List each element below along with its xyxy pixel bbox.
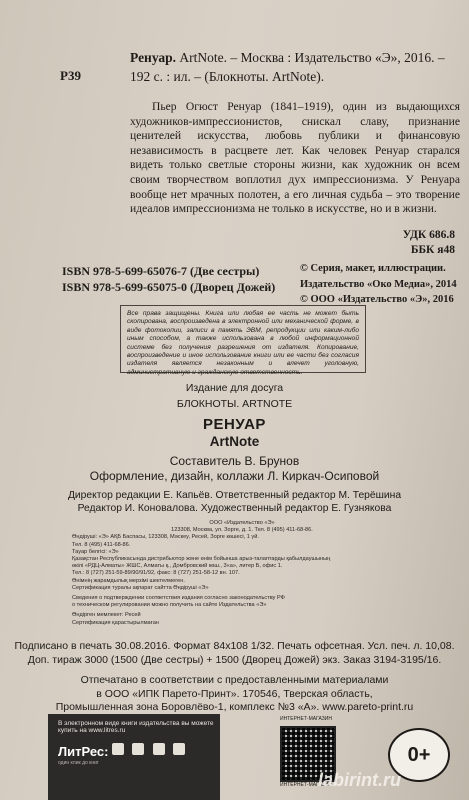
bibliographic-record [130,48,460,86]
compiler-credit: Составитель В. Брунов [169,454,300,468]
printer-info [0,674,469,715]
isbn-line: ISBN 978-5-699-65075-0 (Дворец Дожей) [62,280,276,294]
staff-line: Директор редакции Е. Капьёв. Ответственный редактор М. Терёшина [67,490,402,501]
bib-rest: ArtNote. – Москва : Издательство «Э», 2016. – 192 с. : ил. – (Блокноты. ArtNote). [130,50,445,84]
isbn-line: ISBN 978-5-699-65076-7 (Две сестры) [62,264,260,278]
legal-line: Өнімнің жарамдылық мерзімі шектелмеген. [72,577,185,584]
staff-line: Редактор И. Коновалова. Художественный редактор Е. Гузнякова [77,503,392,514]
age-rating-badge: 0+ [388,728,450,782]
copyright-block [300,261,468,308]
legal-line: о техническом регулировании можно получить на сайте Издательства «Э» [72,602,267,609]
legal-line: Тел. 8 (495) 411-68-86. [72,541,131,548]
qr-caption-bottom: ИНТЕРНЕТ-МАГАЗИН [280,782,332,788]
edition-type: Издание для досуга [185,382,284,394]
copyright-line: © Серия, макет, иллюстрации. [300,263,446,274]
store-icons [112,742,189,760]
legal-line: 123308, Москва, ул. Зорге, д. 1. Тел. 8 (495) 411-68-86. [171,527,313,534]
legal-line: Сертификация туралы ақпарат сайтта Өндіруші «Э» [72,584,209,591]
legal-block [72,520,412,627]
printer-line: Промышленная зона Боровлёво-1, комплекс №3 «А». www.pareto-print.ru [55,701,414,713]
bib-author: Ренуар. [130,50,177,65]
design-credit: Оформление, дизайн, коллажи Л. Киркач-Осиповой [89,469,380,483]
legal-line: Өндіруші: «Э» АҚБ Баспасы, 123308, Мәскеу, Ресей, Зорге көшесі, 1 үй. [72,534,259,541]
rights-notice: Все права защищены. Книга или любая ее часть не может быть скопирована, воспроизведена в электронной или механической форме, в виде фотокопии, записи в память ЭВМ, репродукции или каким-либо иным способом, а также использована в любой информационной системе без получения разрешения от издателя. Копирование, воспроизведение и иное использование книги или ее части без согласия издателя является незаконным и влечет уголовную, административную и гражданскую ответственность. [120,305,366,373]
print-line: Подписано в печать 30.08.2016. Формат 84x108 1/32. Печать офсетная. Усл. печ. л. 10,08. [14,640,455,652]
device-icon [173,743,185,755]
legal-line: Сведения о подтверждении соответствия издания согласно законодательству РФ [72,595,285,602]
legal-line: Тауар белгісі: «Э» [72,548,119,555]
series-name: БЛОКНОТЫ. ARTNOTE [176,398,293,410]
qr-caption-top: ИНТЕРНЕТ-МАГАЗИН [280,716,332,722]
legal-line: Тел.: 8 (727) 251-59-89/90/91/92, факс: 8 (727) 251-58-12 вн. 107. [72,570,240,577]
windows-icon [153,743,165,755]
legal-line: өкілі «РДЦ-Алматы» ЖШС, Алматы қ., Домбровский көш., 3«а», литер Б, офис 1. [72,563,283,570]
annotation: Пьер Огюст Ренуар (1841–1919), один из выдающихся художников-импрессионистов, снискал славу, признание ценителей искусства, любовь публики и финансовую независимость в расцвете лет. Как человек Ренуар старался видеть только светлые стороны жизни, как художник он всем своим творчеством воплотил дух импрессионизма. У Ренуара вообще нет мрачных полотен, а его личная судьба – это творение идеалов импрессионизма не только в искусстве, но и в жизни. [130,100,460,216]
legal-line: Өндірген мемлекет: Ресей [72,612,141,619]
legal-line: ООО «Издательство «Э» [209,520,275,526]
copyright-line: Издательство «Око Медиа», 2014 [300,278,457,290]
litres-banner [48,714,220,800]
android-icon [132,743,144,755]
copyright-line: © ООО «Издательство «Э», 2016 [300,294,454,305]
printer-line: Отпечатано в соответствии с предоставленными материалами [80,674,389,686]
legal-line: Қазақстан Республикасында дистрибьютор және өнім бойынша арыз-талаптарды қабылдаушының [72,556,331,563]
litres-logo: ЛитРес: [58,744,109,759]
bib-code: Р39 [60,68,81,83]
classification [403,228,455,258]
printer-line: в ООО «ИПК Парето-Принт». 170546, Тверская область, [96,687,373,700]
isbn-block [62,263,275,295]
print-info [0,640,469,667]
watermark: labirint.ru [318,770,402,790]
ebook-text: В электронном виде книги издательства вы можете купить на www.litres.ru [58,720,214,734]
book-title: РЕНУАР [203,416,266,433]
litres-tagline: один клик до книг [58,760,99,766]
book-subtitle: ArtNote [209,434,260,449]
print-line: Доп. тираж 3000 (1500 (Две сестры) + 1500 (Дворец Дожей) экз. Заказ 3194-3195/16. [27,653,442,666]
legal-line: Сертификация қарастырылмаған [72,619,159,626]
apple-icon [112,743,124,755]
bbk-code: ББК я48 [410,244,455,256]
udk-code: УДК 686.8 [402,229,455,241]
